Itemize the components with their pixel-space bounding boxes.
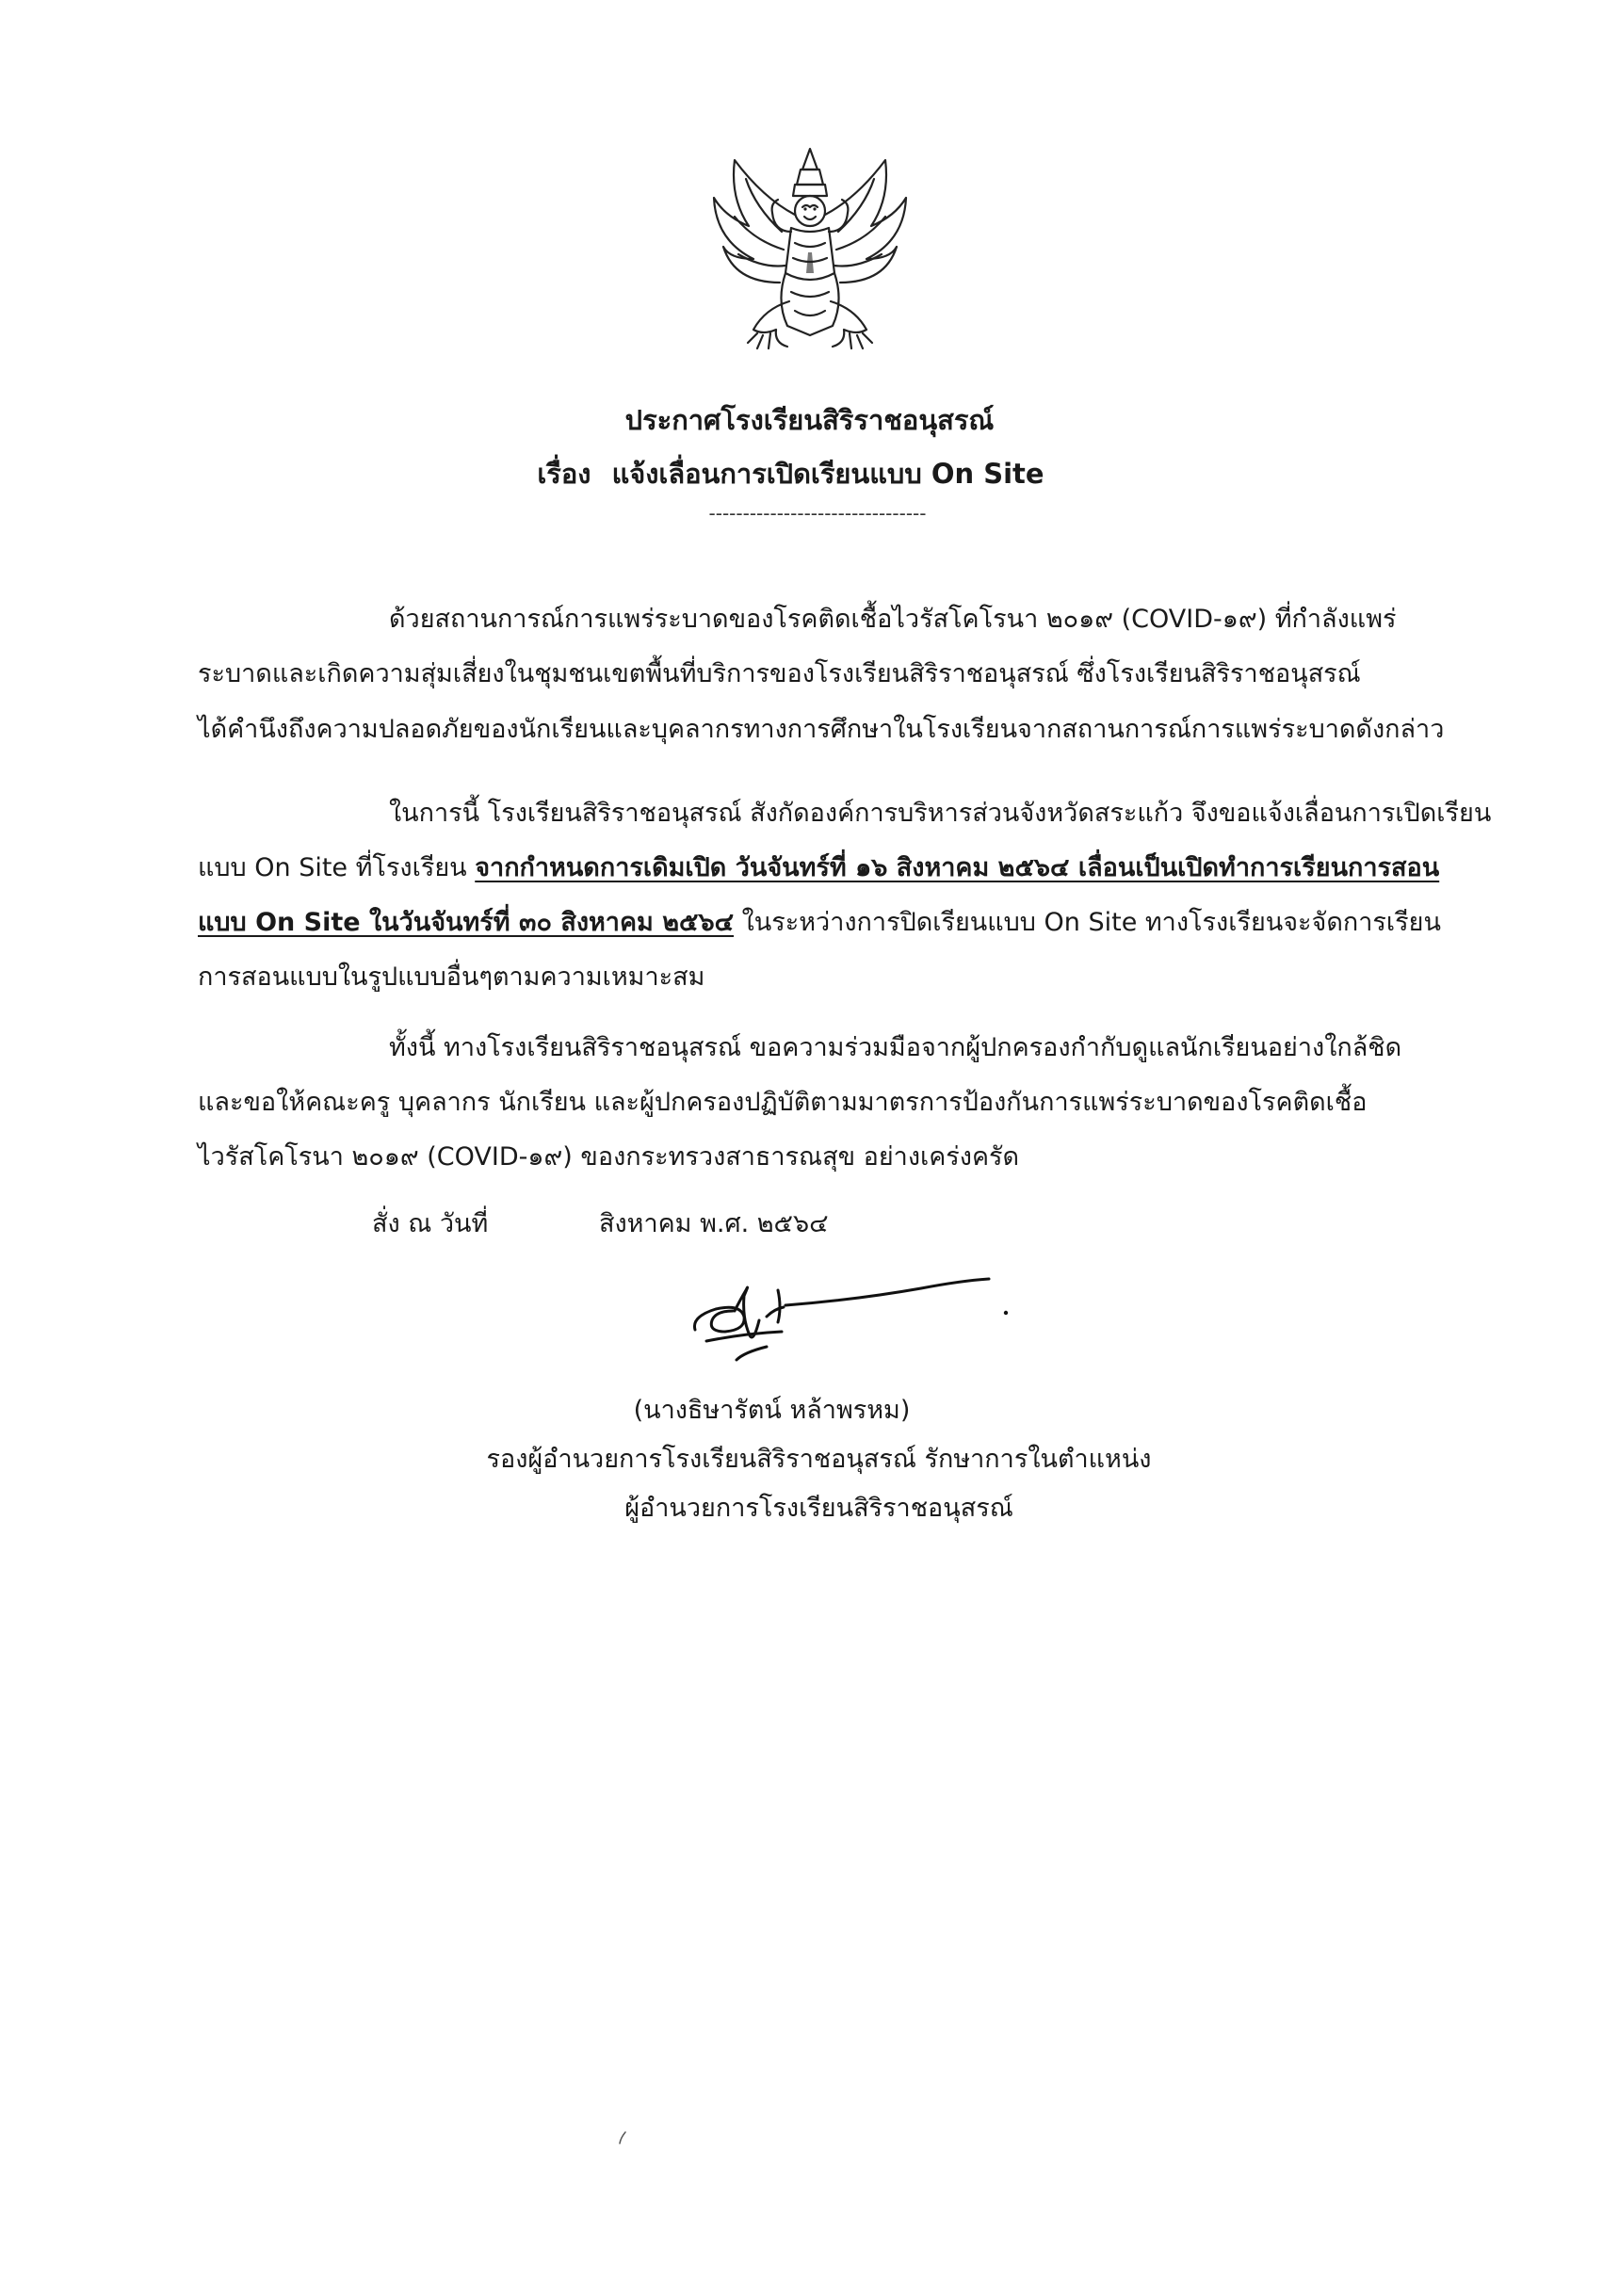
- paragraph-2-line-2-plain: แบบ On Site ที่โรงเรียน: [198, 853, 476, 882]
- header-separator: --------------------------------: [708, 502, 927, 525]
- signatory-name: (นางธิษารัตน์ หล้าพรหม): [633, 1396, 911, 1425]
- dated-month-year: สิงหาคม พ.ศ. ๒๕๖๔: [599, 1209, 829, 1238]
- paragraph-2-line-3-plain: ในระหว่างการปิดเรียนแบบ On Site ทางโรงเรียนจะจัดการเรียน: [734, 908, 1441, 937]
- paragraph-1-line-2: ระบาดและเกิดความสุ่มเสี่ยงในชุมชนเขตพื้นที่บริการของโรงเรียนสิริราชอนุสรณ์ ซึ่งโรงเรียนสิริราชอนุสรณ์: [198, 659, 1361, 688]
- paragraph-2-line-3-emphasis: แบบ On Site ในวันจันทร์ที่ ๓๐ สิงหาคม ๒๕๖๔: [198, 908, 735, 937]
- paragraph-1-line-3: ได้คำนึงถึงความปลอดภัยของนักเรียนและบุคลากรทางการศึกษาในโรงเรียนจากสถานการณ์การแพร่ระบาดดังกล่าว: [198, 715, 1445, 744]
- paragraph-2-line-2-emphasis: จากกำหนดการเดิมเปิด วันจันทร์ที่ ๑๖ สิงหาคม ๒๕๖๔ เลื่อนเป็นเปิดทำการเรียนการสอน: [475, 853, 1440, 882]
- signature: [688, 1262, 1102, 1375]
- signatory-position-line-1: รองผู้อำนวยการโรงเรียนสิริราชอนุสรณ์ รักษาการในตำแหน่ง: [486, 1445, 1152, 1474]
- subject-text: แจ้งเลื่อนการเปิดเรียนแบบ On Site: [611, 458, 1044, 490]
- subject-label: เรื่อง: [537, 458, 591, 490]
- paragraph-2-line-4: การสอนแบบในรูปแบบอื่นๆตามความเหมาะสม: [198, 962, 705, 992]
- paragraph-3-line-1: ทั้งนี้ ทางโรงเรียนสิริราชอนุสรณ์ ขอความร่วมมือจากผู้ปกครองกำกับดูแลนักเรียนอย่างใกล้ชิด: [389, 1033, 1402, 1062]
- paragraph-2-line-2: [198, 849, 1439, 887]
- paragraph-1-line-1: ด้วยสถานการณ์การแพร่ระบาดของโรคติดเชื้อไวรัสโคโรนา ๒๐๑๙ (COVID-๑๙) ที่กำลังแพร่: [389, 605, 1397, 634]
- stray-pen-mark: [617, 2130, 628, 2145]
- signatory-position-line-2: ผู้อำนวยการโรงเรียนสิริราชอนุสรณ์: [624, 1494, 1013, 1523]
- dated-prefix: สั่ง ณ วันที่: [372, 1209, 489, 1238]
- signature-dot: [1004, 1311, 1008, 1315]
- paragraph-3-line-3: ไวรัสโคโรนา ๒๐๑๙ (COVID-๑๙) ของกระทรวงสาธารณสุข อย่างเคร่งครัด: [198, 1142, 1020, 1172]
- paragraph-2-line-1: ในการนี้ โรงเรียนสิริราชอนุสรณ์ สังกัดองค์การบริหารส่วนจังหวัดสระแก้ว จึงขอแจ้งเลื่อนการเปิดเรียน: [389, 799, 1492, 828]
- paragraph-2-line-3: [198, 904, 1441, 942]
- announcement-title: ประกาศโรงเรียนสิริราชอนุสรณ์: [624, 404, 995, 436]
- garuda-emblem-icon: [697, 141, 923, 358]
- announcement-subject: [0, 455, 1600, 493]
- paragraph-3-line-2: และขอให้คณะครู บุคลากร นักเรียน และผู้ปกครองปฏิบัติตามมาตรการป้องกันการแพร่ระบาดของโรคติดเชื้อ: [198, 1088, 1368, 1117]
